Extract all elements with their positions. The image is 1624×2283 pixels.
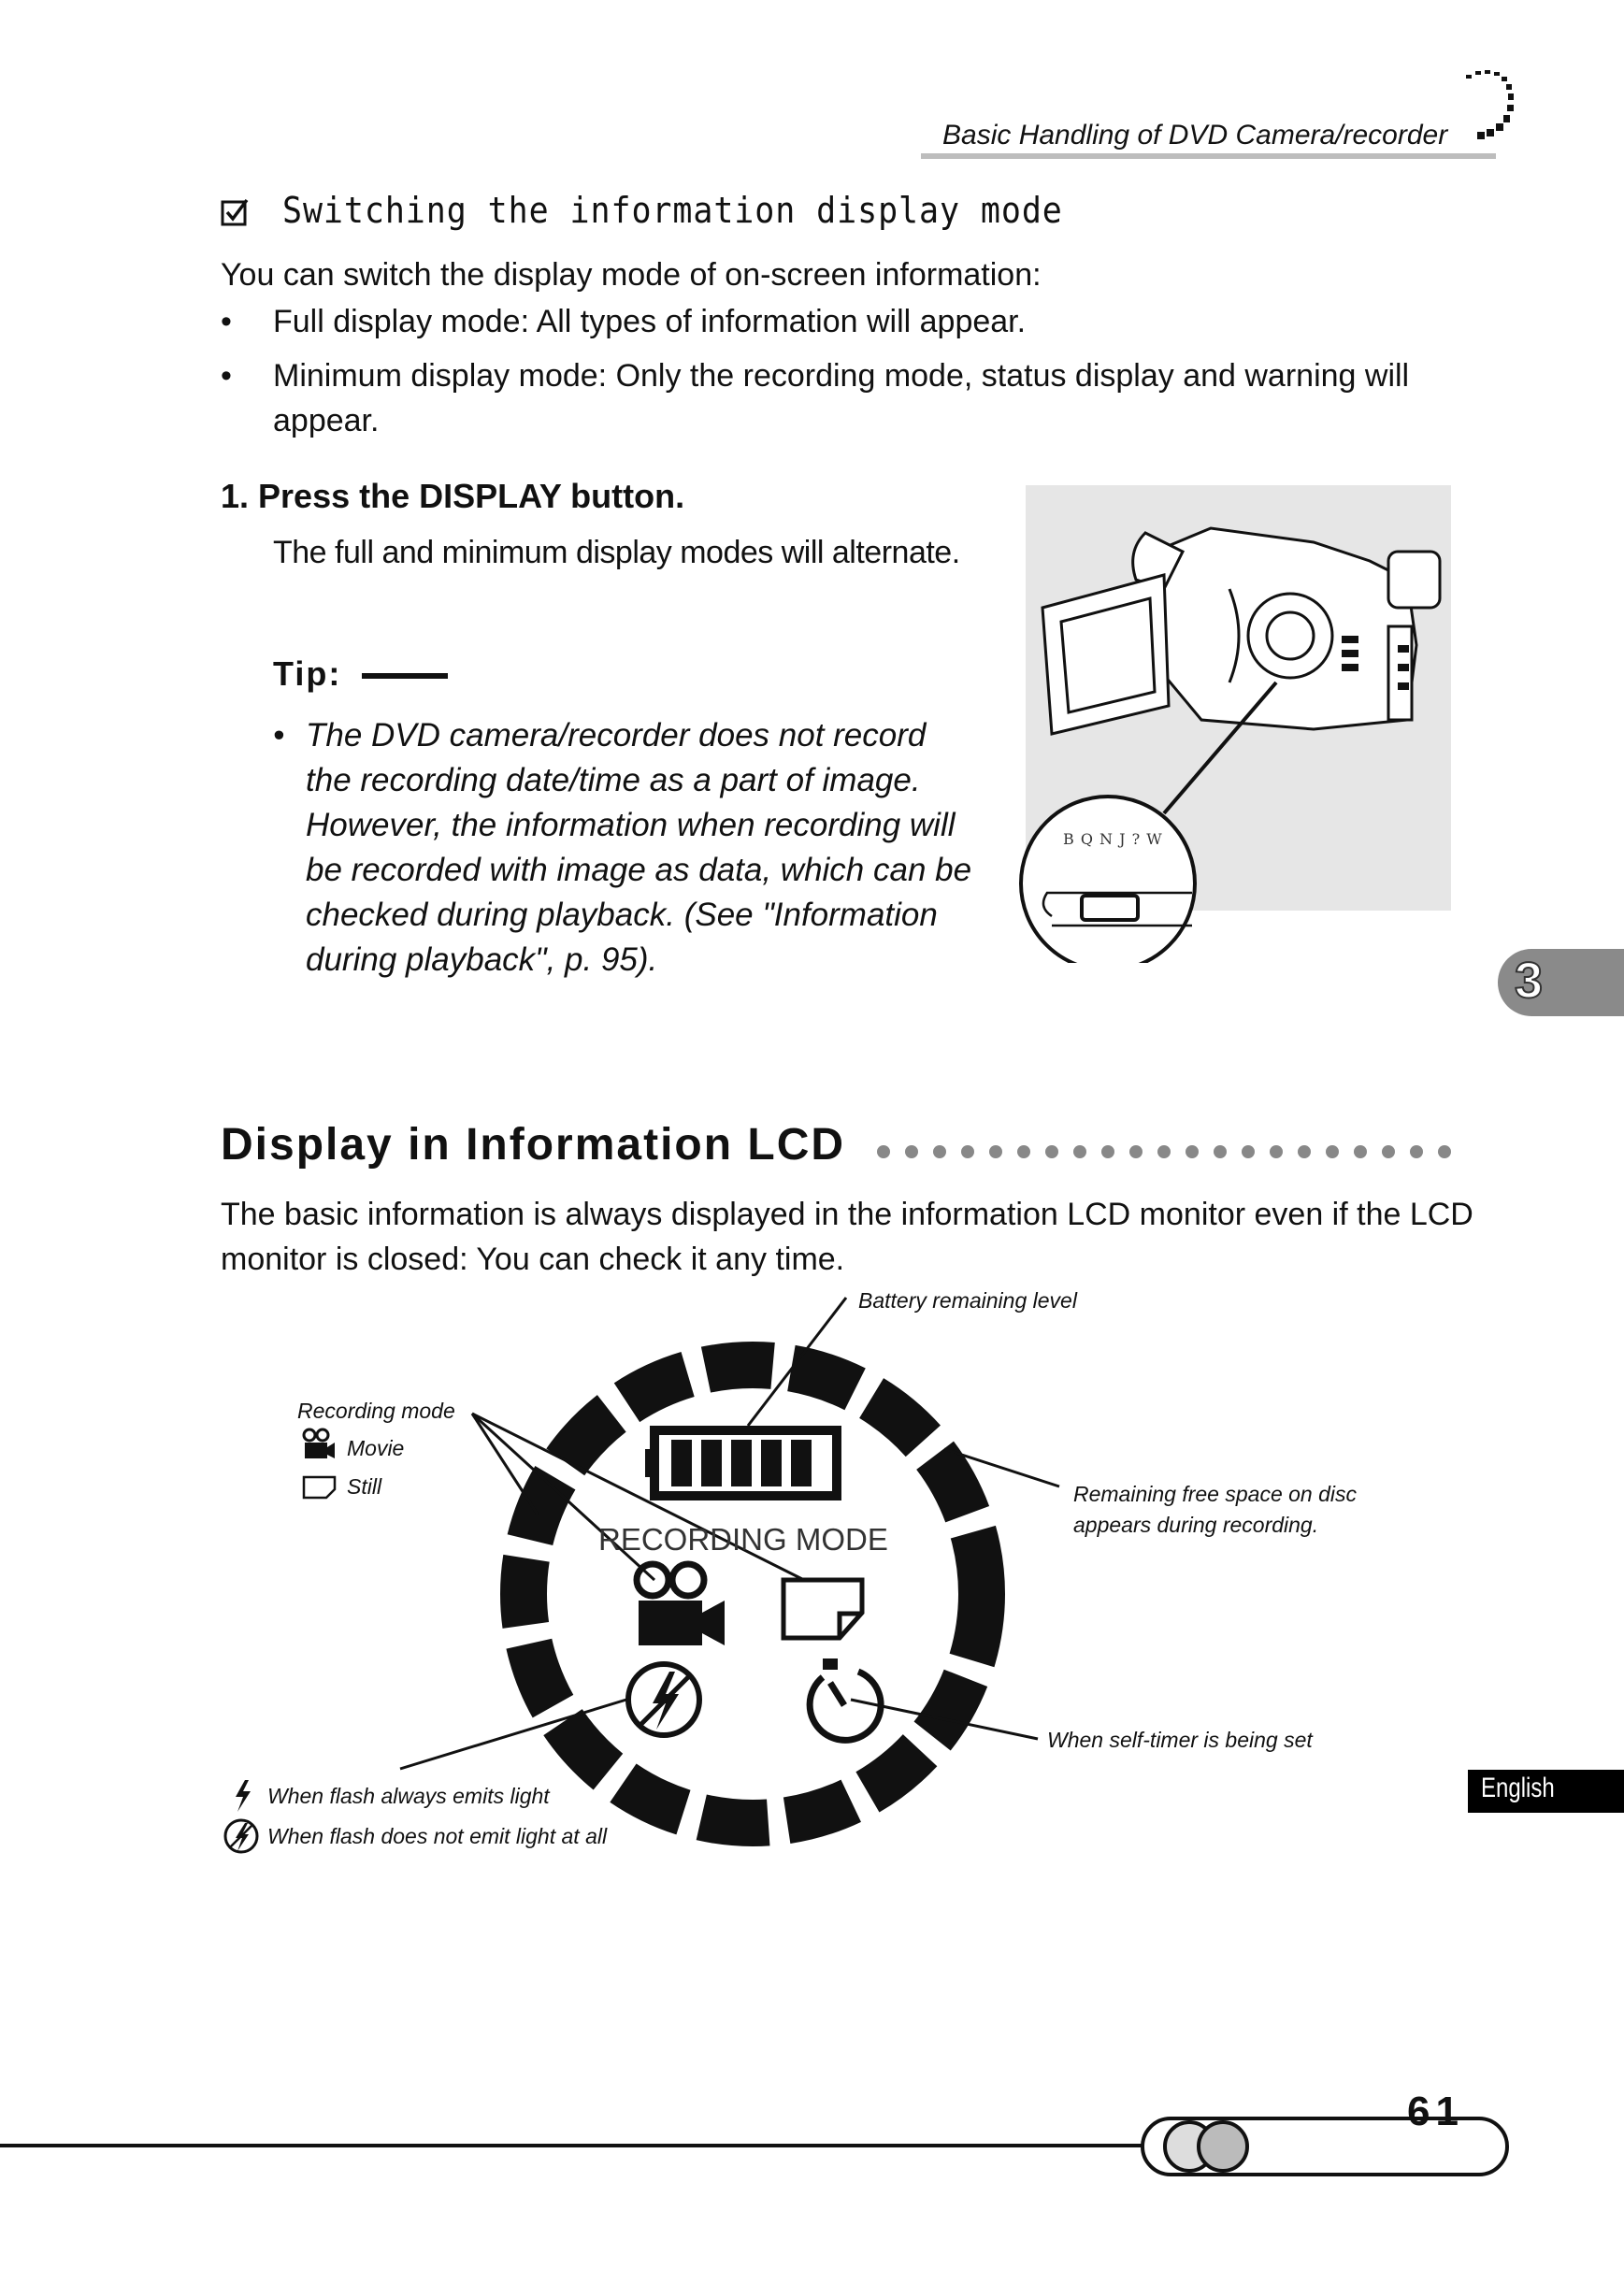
step-body: The full and minimum display modes will alternate. (273, 535, 960, 570)
legend-movie-icon (304, 1429, 335, 1458)
list-item-text: Minimum display mode: Only the recording mode, status display and warning will appear. (273, 358, 1410, 438)
tip-bullet: • (273, 717, 285, 754)
language-tab-label: English (1481, 1773, 1555, 1803)
still-icon (783, 1580, 862, 1638)
movie-label: Movie (347, 1436, 405, 1460)
free-space-label: Remaining free space on disc appears during recording. (1073, 1482, 1357, 1537)
intro-text: You can switch the display mode of on-screen information: (221, 257, 1042, 293)
self-timer-icon (810, 1658, 881, 1740)
footer-rule (0, 2144, 1159, 2147)
legend-flash-off-icon (225, 1820, 257, 1852)
chapter-number: 3 (1515, 953, 1544, 1009)
legend-still-icon (304, 1477, 335, 1498)
section-title: Switching the information display mode (282, 190, 1063, 231)
battery-icon (645, 1430, 837, 1496)
tip-text: The DVD camera/recorder does not record the recording date/time as a part of image. However, the information when recording will be recorded with image as data, which can be checked during playback. (See "Information during playback", p. 95). (306, 717, 972, 978)
running-header: Basic Handling of DVD Camera/recorder (942, 120, 1448, 151)
legend-flash-on-icon (236, 1780, 251, 1812)
list-item-text: Full display mode: All types of information will appear. (273, 304, 1027, 339)
flash-on-label: When flash always emits light (267, 1784, 550, 1808)
display-button-label: B Q N J ? W (1063, 830, 1163, 848)
flash-off-icon (628, 1664, 699, 1735)
bullet-dot: • (221, 358, 232, 394)
tip-label: Tip: (273, 654, 342, 693)
recording-mode-label: Recording mode (297, 1399, 455, 1423)
page-number: 61 (1407, 2089, 1464, 2134)
flash-off-label: When flash does not emit light at all (267, 1824, 608, 1848)
section2-body: The basic information is always displayed in the information LCD monitor even if the LCD monitor is closed: You can check it any time. (221, 1197, 1473, 1277)
lcd-recording-mode-text: RECORDING MODE (598, 1522, 888, 1557)
step-heading: 1. Press the DISPLAY button. (221, 477, 685, 515)
battery-label: Battery remaining level (858, 1288, 1077, 1313)
bullet-dot: • (221, 304, 232, 339)
still-label: Still (347, 1474, 382, 1499)
self-timer-label: When self-timer is being set (1047, 1728, 1313, 1752)
section2-title: Display in Information LCD (221, 1120, 846, 1170)
